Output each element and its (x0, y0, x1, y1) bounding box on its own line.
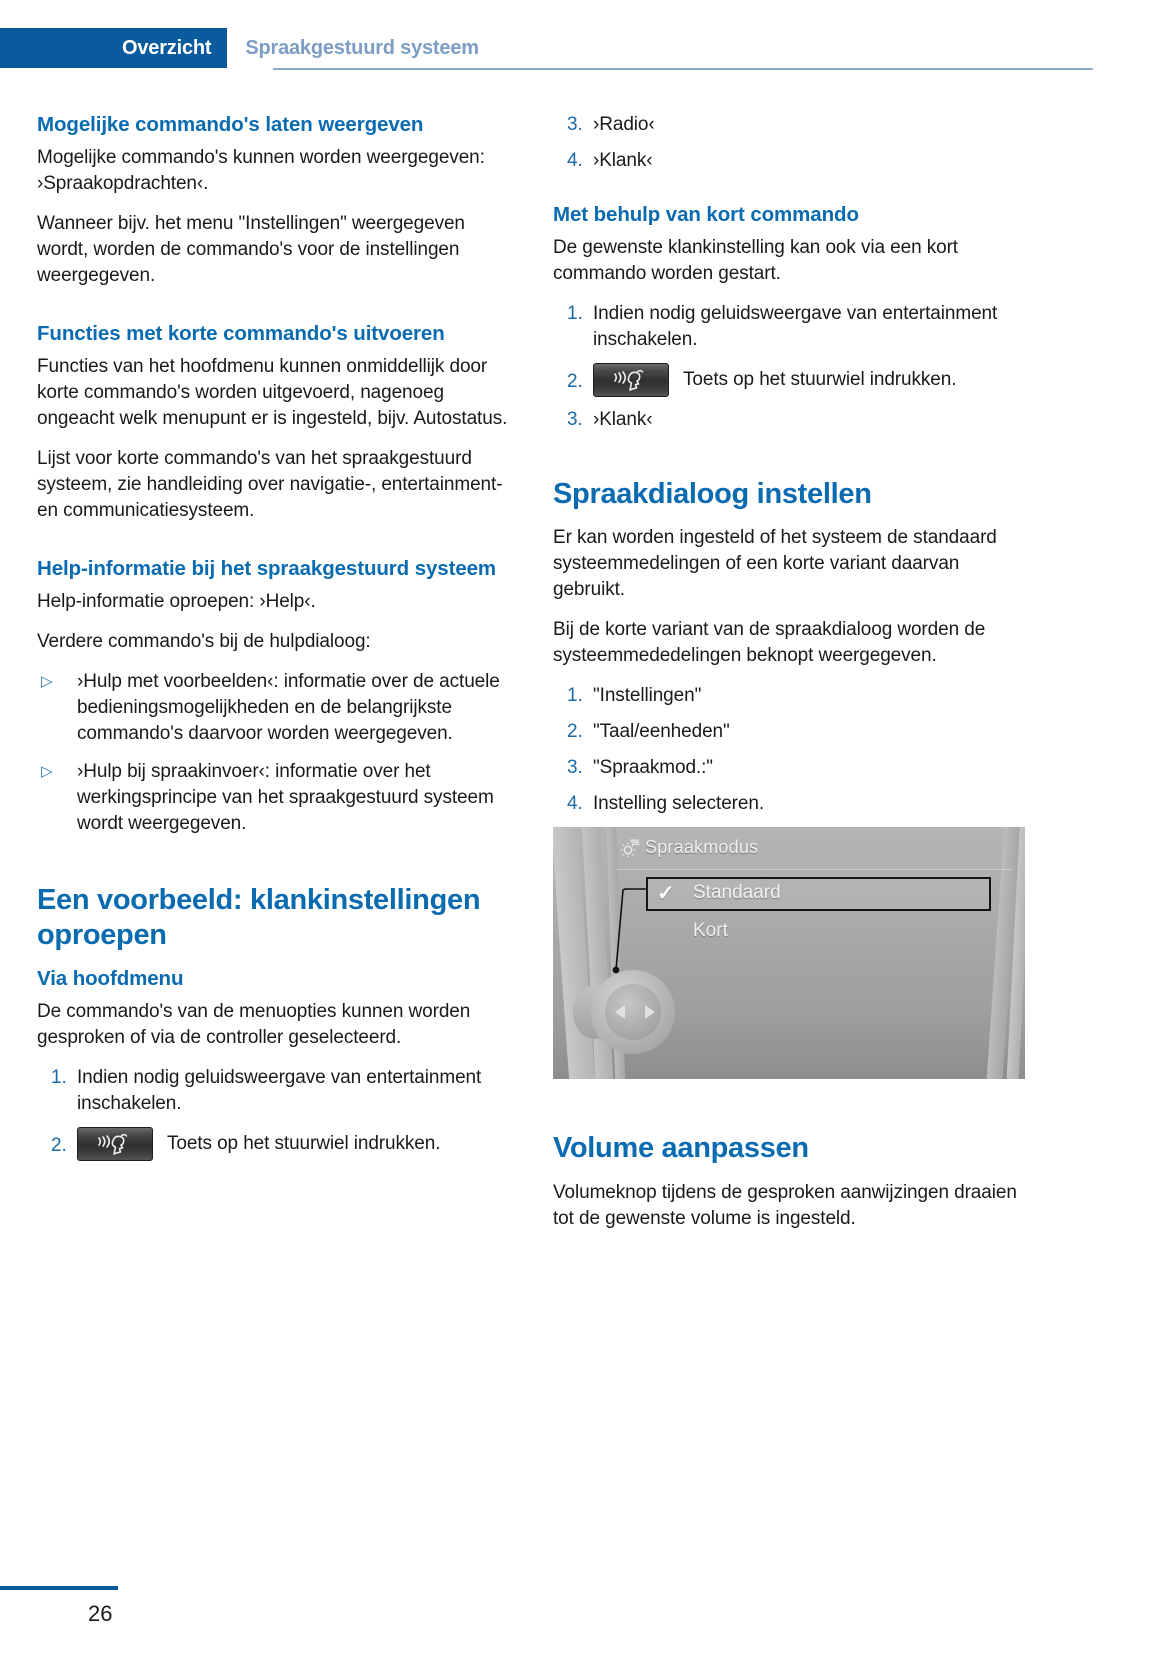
paragraph-volumeknop: Volumeknop tijdens de gesproken aanwijzingen draaien tot de gewenste volume is ingesteld. (553, 1181, 1017, 1229)
list-item (37, 669, 517, 747)
triangle-bullet-icon: ▷ (41, 763, 53, 781)
step-number: 3. (567, 409, 583, 431)
heading-een-voorbeeld: Een voorbeeld: klankinstellingen oproepen (37, 884, 481, 951)
list-item-label: ›Hulp bij spraakinvoer‹: informatie over het werkingsprincipe van het spraakgestuurd systeem wordt weergegeven. (77, 761, 494, 835)
paragraph-commandos-menuopties: De commando's van de menuopties kunnen worden gesproken of via de controller geselecteerd. (37, 1000, 471, 1048)
heading-spraakdialoog-instellen: Spraakdialoog instellen (553, 478, 872, 511)
heading-volume-aanpassen: Volume aanpassen (553, 1132, 809, 1165)
step-number: 4. (567, 150, 583, 172)
step-number: 2. (567, 371, 583, 393)
checkmark-icon: ✓ (657, 882, 675, 906)
paragraph-gewenste-klankinstelling: De gewenste klankinstelling kan ook via een kort commando worden gestart. (553, 237, 958, 285)
step-label: Toets op het stuurwiel indrukken. (683, 369, 957, 391)
step-label: "Instellingen" (593, 685, 702, 707)
paragraph-lijst-korte-commandos: Lijst voor korte commando's van het spraakgestuurd systeem, zie handleiding over navigatie-, entertainment- en communicatiesysteem. (37, 448, 503, 522)
list-item (553, 112, 1033, 138)
list-item (37, 1127, 517, 1161)
list-item (553, 363, 1033, 397)
list-item (553, 755, 1033, 781)
paragraph-functies-hoofdmenu: Functies van het hoofdmenu kunnen onmiddellijk door korte commando's worden uitgevoerd, nagenoeg ongeacht welk menupunt er is ingesteld, bijv. Autostatus. (37, 356, 508, 430)
header-section-title: Spraakgestuurd systeem (245, 36, 479, 59)
idrive-screenshot-figure (553, 827, 1025, 1079)
header-divider (273, 68, 1093, 70)
callout-leader-line (553, 827, 1025, 1079)
list-item (553, 407, 1033, 433)
step-number: 4. (567, 793, 583, 815)
step-label: ›Klank‹ (593, 409, 653, 431)
step-label: Indien nodig geluidsweergave van entertainment inschakelen. (77, 1066, 482, 1114)
paragraph-help-oproepen: Help-informatie oproepen: ›Help‹. (37, 591, 316, 613)
voice-control-button-icon (77, 1127, 153, 1161)
step-number: 1. (51, 1066, 67, 1088)
menu-steps-list (553, 683, 1033, 817)
right-column (553, 112, 1033, 1246)
step-number: 3. (567, 757, 583, 779)
list-item (553, 791, 1033, 817)
step-label: Indien nodig geluidsweergave van entertainment inschakelen. (593, 303, 998, 351)
step-number: 1. (567, 685, 583, 707)
step-label: "Spraakmod.:" (593, 757, 713, 779)
step-number: 2. (567, 721, 583, 743)
list-item (37, 1065, 517, 1117)
step-number: 2. (51, 1134, 67, 1156)
spacer (553, 184, 1033, 202)
right-steps-continued-list (553, 112, 1033, 174)
step-label: Toets op het stuurwiel indrukken. (167, 1132, 441, 1154)
paragraph-mogelijke-commandos: Mogelijke commando's kunnen worden weergegeven: ›Spraakopdrachten‹. (37, 147, 485, 195)
triangle-bullet-icon: ▷ (41, 673, 53, 691)
paragraph-systeem-medelingen: Er kan worden ingesteld of het systeem de standaard systeemmedelingen of een korte variant daarvan gebruikt. (553, 527, 997, 601)
page-number: 26 (88, 1601, 113, 1626)
step-label: ›Klank‹ (593, 150, 653, 172)
spacer (37, 538, 517, 556)
heading-functies-korte-commandos: Functies met korte commando's uitvoeren (37, 322, 445, 346)
left-column (37, 112, 517, 1171)
heading-mogelijke-commandos: Mogelijke commando's laten weergeven (37, 113, 424, 136)
list-item (553, 301, 1033, 353)
spacer (37, 849, 517, 883)
figure-menu-title: Spraakmodus (645, 837, 759, 858)
spacer (553, 1079, 1033, 1113)
paragraph-instellingen-menu: Wanneer bijv. het menu "Instellingen" weergegeven wordt, worden de commando's voor de instellingen weergegeven. (37, 213, 465, 287)
help-bullet-list (37, 669, 517, 837)
paragraph-verdere-commandos: Verdere commando's bij de hulpdialoog: (37, 631, 371, 653)
step-label: ›Radio‹ (593, 114, 655, 135)
step-number: 1. (567, 303, 583, 325)
step-label: Instelling selecteren. (593, 793, 765, 815)
list-item-label: ›Hulp met voorbeelden‹: informatie over de actuele bedieningsmogelijkheden en de belangrijkste commando's daarvoor worden weergegeven. (77, 671, 500, 745)
figure-option-standaard[interactable]: Standaard (693, 882, 781, 904)
heading-via-hoofdmenu: Via hoofdmenu (37, 966, 184, 990)
footer-divider (0, 1586, 118, 1590)
heading-met-behulp-kort-commando: Met behulp van kort commando (553, 203, 859, 227)
heading-help-informatie: Help-informatie bij het spraakgestuurd systeem (37, 557, 497, 581)
paragraph-korte-variant: Bij de korte variant van de spraakdialoog worden de systeemmededelingen beknopt weergegeven. (553, 619, 986, 667)
spacer (553, 1113, 1033, 1131)
list-item (553, 719, 1033, 745)
list-item (37, 759, 517, 837)
step-label: "Taal/eenheden" (593, 721, 730, 743)
figure-option-kort[interactable]: Kort (693, 920, 728, 942)
page-header (0, 28, 1093, 68)
right-steps-list (553, 301, 1033, 433)
voice-control-button-icon (593, 363, 669, 397)
spacer (553, 443, 1033, 477)
header-chapter-tab: Overzicht (0, 28, 227, 68)
list-item (553, 148, 1033, 174)
list-item (553, 683, 1033, 709)
left-steps-list (37, 1065, 517, 1161)
spacer (37, 303, 517, 321)
step-number: 3. (567, 114, 583, 135)
